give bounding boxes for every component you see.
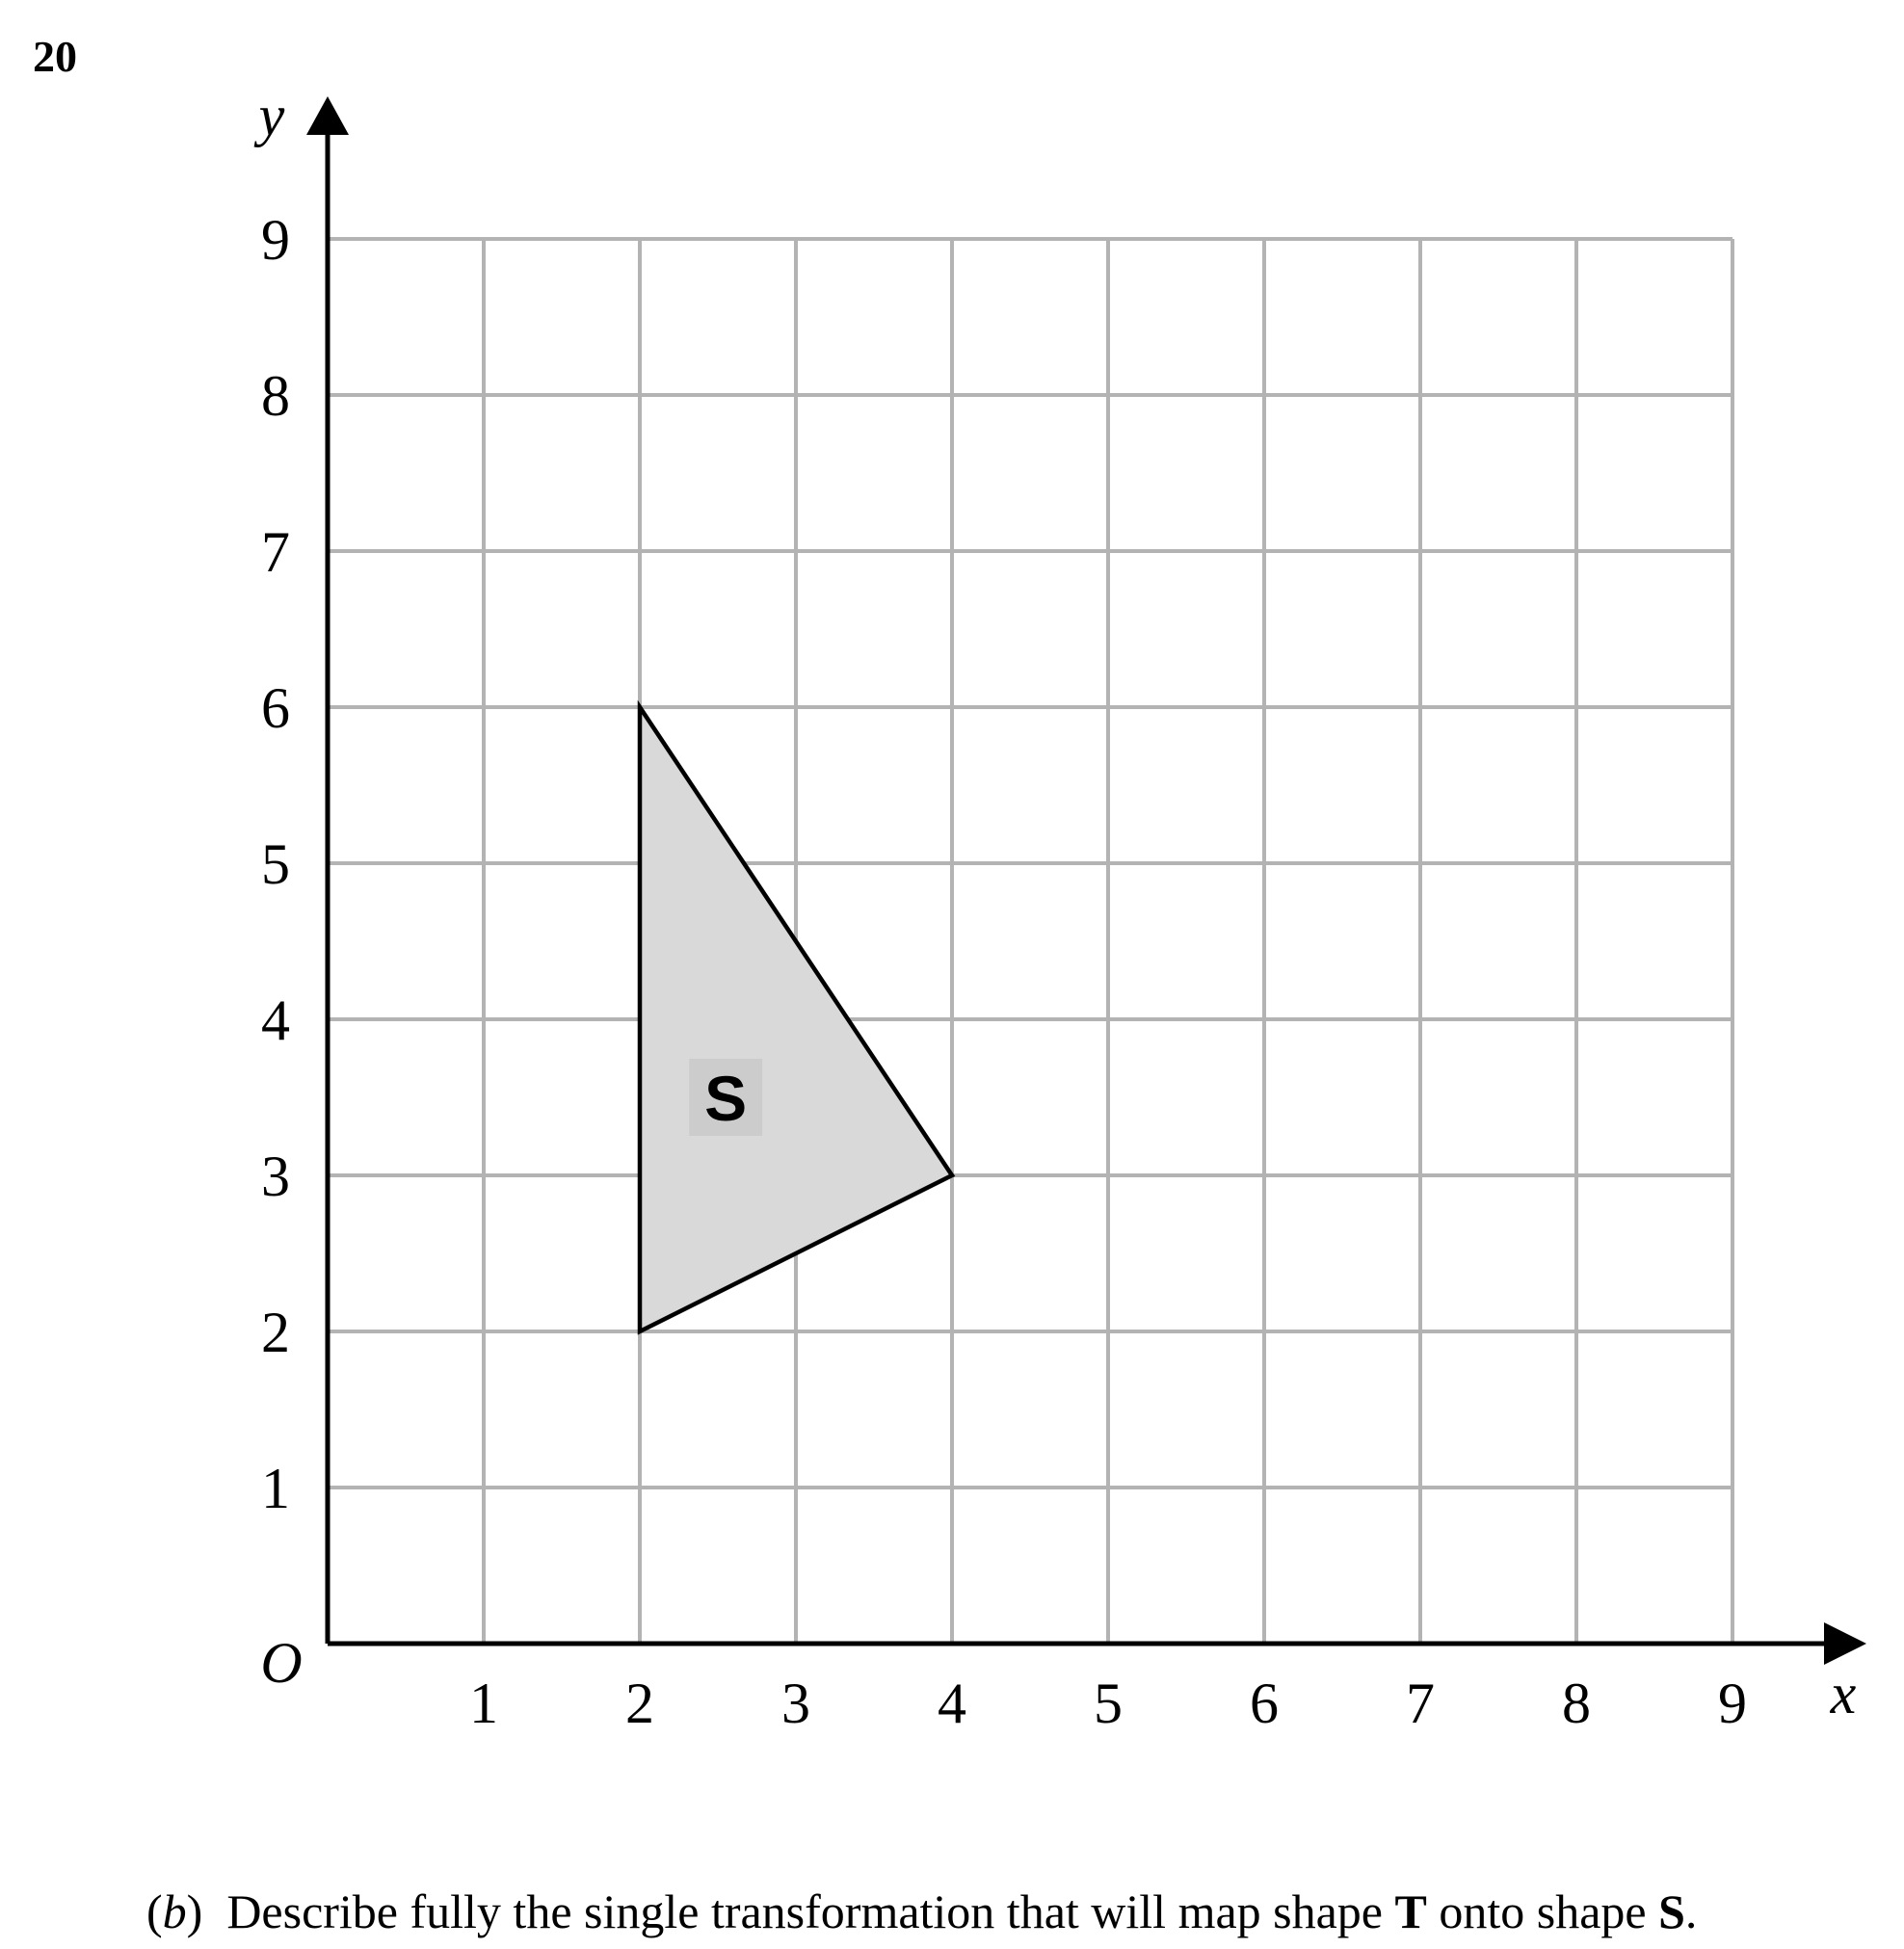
part-letter: b: [162, 1884, 187, 1938]
y-tick-label-1: 1: [261, 1457, 290, 1520]
shape-label-s: S: [704, 1063, 748, 1134]
x-tick-label-4: 4: [938, 1672, 966, 1735]
y-tick-label-8: 8: [261, 364, 290, 428]
y-axis-arrow: [306, 96, 349, 135]
x-tick-label-8: 8: [1562, 1672, 1591, 1735]
y-tick-label-5: 5: [261, 832, 290, 896]
y-tick-label-3: 3: [261, 1145, 290, 1208]
part-close: ): [186, 1884, 203, 1938]
y-tick-label-4: 4: [261, 988, 290, 1052]
x-tick-label-7: 7: [1406, 1672, 1435, 1735]
axes-layer: [306, 96, 1866, 1665]
origin-label: O: [260, 1631, 303, 1695]
question-text-before: Describe fully the single transformation that will map shape: [226, 1884, 1395, 1938]
shape-to-label: S: [1658, 1884, 1685, 1938]
y-tick-label-2: 2: [261, 1301, 290, 1364]
x-tick-label-3: 3: [781, 1672, 810, 1735]
x-axis-arrow: [1824, 1622, 1866, 1665]
question-number: 20: [33, 32, 77, 81]
x-tick-label-9: 9: [1718, 1672, 1747, 1735]
shape-from-label: T: [1394, 1884, 1427, 1938]
x-axis-label: x: [1830, 1662, 1857, 1725]
question-text-middle: onto shape: [1426, 1884, 1659, 1938]
grid-lines: [328, 239, 1732, 1644]
question-text-end: .: [1684, 1884, 1698, 1938]
part-open: (: [146, 1884, 163, 1938]
question-text: [146, 1883, 1697, 1939]
x-tick-label-2: 2: [625, 1672, 654, 1735]
x-tick-label-5: 5: [1094, 1672, 1123, 1735]
y-tick-label-6: 6: [261, 676, 290, 740]
y-tick-label-7: 7: [261, 520, 290, 584]
x-tick-label-1: 1: [469, 1672, 498, 1735]
y-axis-label: y: [258, 84, 285, 147]
x-tick-label-6: 6: [1250, 1672, 1279, 1735]
y-tick-label-9: 9: [261, 208, 290, 272]
